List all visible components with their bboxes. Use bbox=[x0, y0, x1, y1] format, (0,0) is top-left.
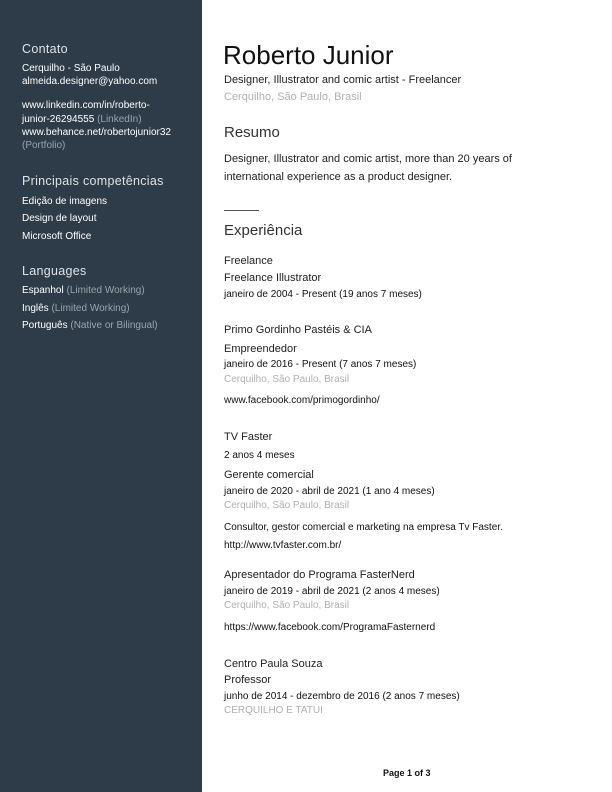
linkedin-id[interactable]: junior-26294555 bbox=[22, 114, 95, 125]
skill-item: Microsoft Office bbox=[22, 231, 92, 242]
job-dates: janeiro de 2004 - Present (19 anos 7 meses) bbox=[224, 289, 422, 300]
skill-item: Design de layout bbox=[22, 213, 97, 224]
skills-heading: Principais competências bbox=[22, 174, 164, 188]
job-title: Empreendedor bbox=[224, 343, 297, 355]
language-level: (Limited Working) bbox=[51, 303, 130, 314]
job-location: Cerquilho, São Paulo, Brasil bbox=[224, 600, 350, 611]
linkedin-tag: (LinkedIn) bbox=[97, 114, 142, 125]
summary-text: international experience as a product designer. bbox=[224, 171, 453, 183]
contact-heading: Contato bbox=[22, 42, 68, 56]
page-number: Page 1 of 3 bbox=[383, 768, 431, 778]
linkedin-link-cont[interactable] bbox=[22, 115, 142, 125]
job-description: Consultor, gestor comercial e marketing na empresa Tv Faster. bbox=[224, 522, 503, 533]
company-name: Freelance bbox=[224, 255, 273, 267]
contact-email[interactable]: almeida.designer@yahoo.com bbox=[22, 76, 158, 87]
job-title: Gerente comercial bbox=[224, 469, 314, 481]
skill-item: Edição de imagens bbox=[22, 196, 108, 207]
section-divider bbox=[224, 210, 259, 211]
contact-location: Cerquilho - São Paulo bbox=[22, 63, 120, 74]
company-name: Centro Paula Souza bbox=[224, 658, 323, 670]
summary-heading: Resumo bbox=[224, 124, 280, 141]
job-link[interactable]: https://www.facebook.com/ProgramaFasternerd bbox=[224, 622, 436, 633]
language-level: (Limited Working) bbox=[66, 285, 145, 296]
job-title: Professor bbox=[224, 674, 272, 686]
languages-heading: Languages bbox=[22, 264, 87, 278]
company-duration: 2 anos 4 meses bbox=[224, 450, 295, 461]
experience-heading: Experiência bbox=[224, 222, 303, 239]
language-level: (Native or Bilingual) bbox=[70, 320, 158, 331]
job-location: Cerquilho, São Paulo, Brasil bbox=[224, 374, 350, 385]
company-name: TV Faster bbox=[224, 431, 273, 443]
profile-name: Roberto Junior bbox=[223, 40, 394, 70]
job-dates: janeiro de 2020 - abril de 2021 (1 ano 4 meses) bbox=[224, 486, 435, 497]
language-name: Inglês bbox=[22, 303, 49, 314]
job-dates: janeiro de 2016 - Present (7 anos 7 meses) bbox=[224, 359, 417, 370]
language-item bbox=[22, 286, 145, 296]
language-name: Espanhol bbox=[22, 285, 64, 296]
summary-text: Designer, Illustrator and comic artist, more than 20 years of bbox=[224, 153, 512, 165]
language-name: Português bbox=[22, 320, 68, 331]
job-dates: janeiro de 2019 - abril de 2021 (2 anos 4 meses) bbox=[224, 586, 440, 597]
job-location: Cerquilho, São Paulo, Brasil bbox=[224, 500, 350, 511]
profile-location: Cerquilho, São Paulo, Brasil bbox=[224, 91, 362, 103]
job-title: Apresentador do Programa FasterNerd bbox=[224, 569, 415, 581]
job-title: Freelance Illustrator bbox=[224, 272, 322, 284]
job-link[interactable]: www.facebook.com/primogordinho/ bbox=[224, 395, 380, 406]
linkedin-link[interactable]: www.linkedin.com/in/roberto- bbox=[22, 100, 150, 111]
sidebar bbox=[0, 0, 202, 792]
job-link[interactable]: http://www.tvfaster.com.br/ bbox=[224, 540, 342, 551]
language-item bbox=[22, 321, 158, 331]
language-item bbox=[22, 304, 130, 314]
behance-link[interactable]: www.behance.net/robertojunior32 bbox=[22, 127, 171, 138]
behance-tag: (Portfolio) bbox=[22, 140, 66, 151]
job-location: CERQUILHO E TATUI bbox=[224, 705, 323, 716]
profile-headline: Designer, Illustrator and comic artist - Freelancer bbox=[224, 74, 462, 86]
company-name: Primo Gordinho Pastéis & CIA bbox=[224, 324, 372, 336]
job-dates: junho de 2014 - dezembro de 2016 (2 anos 7 meses) bbox=[224, 691, 460, 702]
